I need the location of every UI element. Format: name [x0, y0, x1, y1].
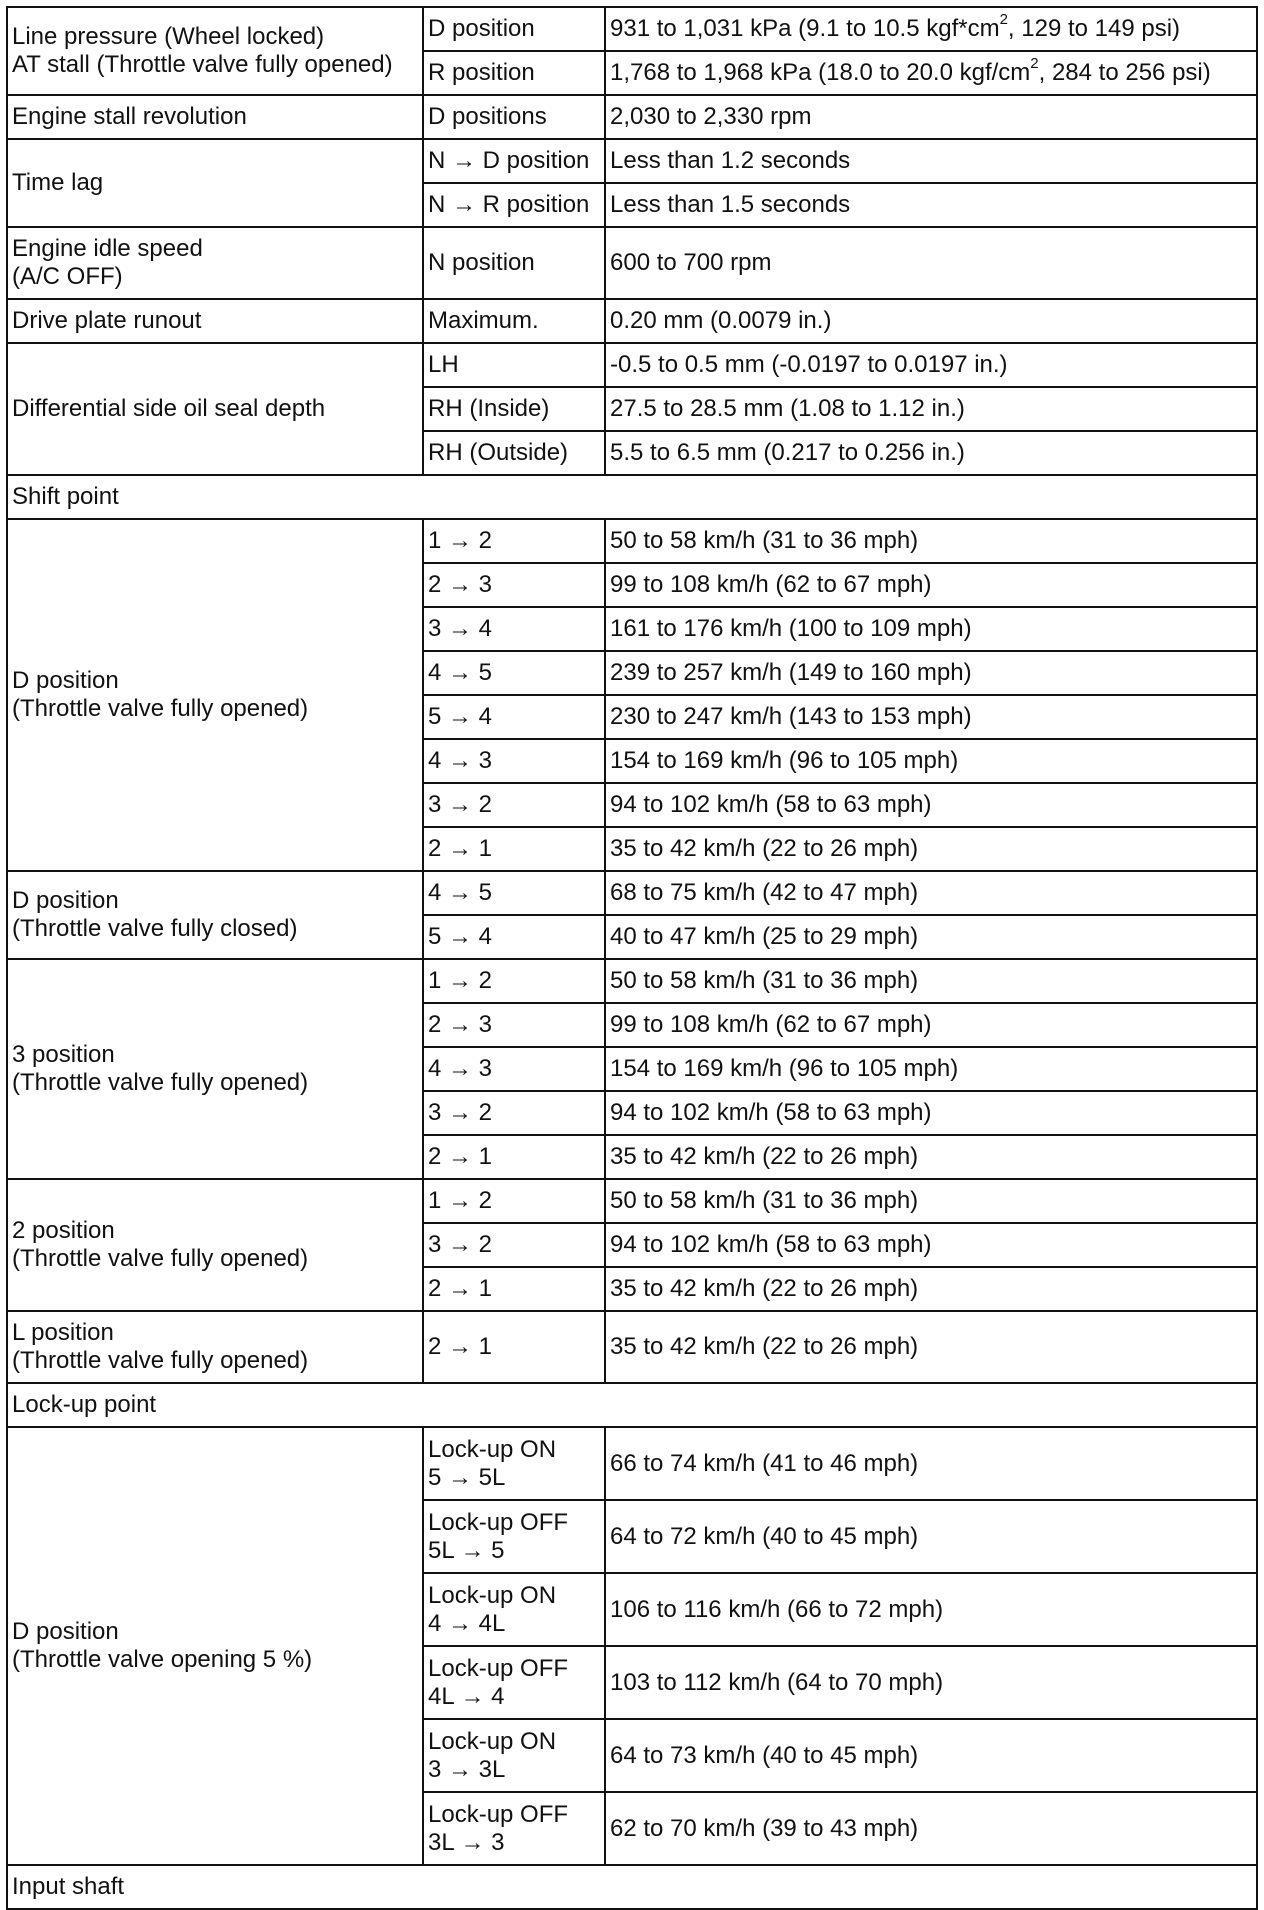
- value-cell: 35 to 42 km/h (22 to 26 mph): [605, 1135, 1257, 1179]
- value-cell: -0.5 to 0.5 mm (-0.0197 to 0.0197 in.): [605, 343, 1257, 387]
- condition-cell: N → D position: [423, 139, 605, 183]
- condition-cell: 4 → 5: [423, 651, 605, 695]
- value-cell: 5.5 to 6.5 mm (0.217 to 0.256 in.): [605, 431, 1257, 475]
- table-row: [7, 959, 1257, 1003]
- condition-line: 5L → 5: [428, 1536, 505, 1564]
- value-cell: 2,030 to 2,330 rpm: [605, 95, 1257, 139]
- condition-cell: 2 → 3: [423, 1003, 605, 1047]
- condition-cell: 2 → 3: [423, 563, 605, 607]
- value-cell: 106 to 116 km/h (66 to 72 mph): [605, 1573, 1257, 1646]
- value-cell: 62 to 70 km/h (39 to 43 mph): [605, 1792, 1257, 1865]
- condition-cell: [423, 1573, 605, 1646]
- section-heading: Input shaft: [7, 1865, 1257, 1909]
- item-cell: [7, 1311, 423, 1383]
- spec-table: [6, 6, 1258, 1910]
- item-cell: [7, 519, 423, 871]
- section-heading-row: [7, 1383, 1257, 1427]
- condition-cell: 4 → 5: [423, 871, 605, 915]
- condition-cell: 3 → 2: [423, 1091, 605, 1135]
- condition-cell: 2 → 1: [423, 827, 605, 871]
- value-cell: 94 to 102 km/h (58 to 63 mph): [605, 1223, 1257, 1267]
- table-row: [7, 95, 1257, 139]
- condition-cell: D positions: [423, 95, 605, 139]
- condition-line: 4L → 4: [428, 1682, 505, 1710]
- value-cell: 0.20 mm (0.0079 in.): [605, 299, 1257, 343]
- value-cell: 27.5 to 28.5 mm (1.08 to 1.12 in.): [605, 387, 1257, 431]
- value-cell: 64 to 72 km/h (40 to 45 mph): [605, 1500, 1257, 1573]
- item-line: (Throttle valve opening 5 %): [12, 1646, 313, 1673]
- condition-cell: LH: [423, 343, 605, 387]
- table-row: [7, 519, 1257, 563]
- item-line: Line pressure (Wheel locked): [12, 23, 325, 50]
- condition-cell: 2 → 1: [423, 1311, 605, 1383]
- condition-cell: 2 → 1: [423, 1267, 605, 1311]
- value-cell: 239 to 257 km/h (149 to 160 mph): [605, 651, 1257, 695]
- value-cell: 600 to 700 rpm: [605, 227, 1257, 299]
- value-cell: Less than 1.5 seconds: [605, 183, 1257, 227]
- condition-line: 5 → 5L: [428, 1463, 506, 1491]
- table-row: [7, 1179, 1257, 1223]
- superscript: 2: [1030, 55, 1039, 72]
- item-line: 2 position: [12, 1217, 115, 1244]
- value-cell: 94 to 102 km/h (58 to 63 mph): [605, 1091, 1257, 1135]
- condition-cell: RH (Inside): [423, 387, 605, 431]
- condition-cell: N position: [423, 227, 605, 299]
- condition-cell: [423, 1500, 605, 1573]
- value-cell: 35 to 42 km/h (22 to 26 mph): [605, 827, 1257, 871]
- condition-cell: 1 → 2: [423, 1179, 605, 1223]
- condition-cell: 3 → 2: [423, 1223, 605, 1267]
- condition-cell: 5 → 4: [423, 915, 605, 959]
- item-line: (Throttle valve fully closed): [12, 915, 298, 942]
- item-cell: [7, 959, 423, 1179]
- item-line: (Throttle valve fully opened): [12, 1245, 309, 1272]
- value-cell: [605, 7, 1257, 51]
- value-cell: 50 to 58 km/h (31 to 36 mph): [605, 519, 1257, 563]
- condition-cell: 4 → 3: [423, 1047, 605, 1091]
- item-line: (Throttle valve fully opened): [12, 695, 309, 722]
- item-line: D position: [12, 667, 119, 694]
- table-row: [7, 299, 1257, 343]
- condition-line: 4 → 4L: [428, 1609, 506, 1637]
- value-cell: 66 to 74 km/h (41 to 46 mph): [605, 1427, 1257, 1500]
- table-row: [7, 871, 1257, 915]
- table-row: [7, 343, 1257, 387]
- section-heading-row: [7, 1865, 1257, 1909]
- value-cell: [605, 51, 1257, 95]
- item-cell: Drive plate runout: [7, 299, 423, 343]
- section-heading: Shift point: [7, 475, 1257, 519]
- value-cell: 35 to 42 km/h (22 to 26 mph): [605, 1267, 1257, 1311]
- condition-cell: 3 → 4: [423, 607, 605, 651]
- condition-cell: D position: [423, 7, 605, 51]
- section-heading: Lock-up point: [7, 1383, 1257, 1427]
- value-cell: 35 to 42 km/h (22 to 26 mph): [605, 1311, 1257, 1383]
- value-text: , 129 to 149 psi): [1007, 15, 1181, 42]
- condition-cell: 5 → 4: [423, 695, 605, 739]
- condition-line: Lock-up ON: [428, 1435, 557, 1463]
- table-row: [7, 7, 1257, 51]
- value-cell: 64 to 73 km/h (40 to 45 mph): [605, 1719, 1257, 1792]
- value-cell: 99 to 108 km/h (62 to 67 mph): [605, 563, 1257, 607]
- condition-line: Lock-up ON: [428, 1727, 557, 1755]
- value-text: 1,768 to 1,968 kPa (18.0 to 20.0 kgf/cm: [610, 59, 1031, 86]
- value-cell: 154 to 169 km/h (96 to 105 mph): [605, 739, 1257, 783]
- value-cell: 50 to 58 km/h (31 to 36 mph): [605, 1179, 1257, 1223]
- superscript: 2: [999, 11, 1008, 28]
- value-cell: 99 to 108 km/h (62 to 67 mph): [605, 1003, 1257, 1047]
- condition-cell: N → R position: [423, 183, 605, 227]
- table-row: [7, 139, 1257, 183]
- condition-line: 3L → 3: [428, 1828, 505, 1856]
- condition-line: 3 → 3L: [428, 1755, 506, 1783]
- item-line: AT stall (Throttle valve fully opened): [12, 51, 393, 78]
- item-line: Engine idle speed: [12, 235, 203, 262]
- value-cell: 40 to 47 km/h (25 to 29 mph): [605, 915, 1257, 959]
- condition-line: Lock-up ON: [428, 1581, 557, 1609]
- item-cell: Engine stall revolution: [7, 95, 423, 139]
- condition-cell: 4 → 3: [423, 739, 605, 783]
- item-cell: [7, 227, 423, 299]
- value-cell: 94 to 102 km/h (58 to 63 mph): [605, 783, 1257, 827]
- condition-cell: [423, 1427, 605, 1500]
- item-line: D position: [12, 887, 119, 914]
- condition-cell: 1 → 2: [423, 959, 605, 1003]
- value-cell: 154 to 169 km/h (96 to 105 mph): [605, 1047, 1257, 1091]
- value-cell: 103 to 112 km/h (64 to 70 mph): [605, 1646, 1257, 1719]
- item-cell: [7, 871, 423, 959]
- condition-cell: 1 → 2: [423, 519, 605, 563]
- table-row: [7, 1427, 1257, 1500]
- value-text: 931 to 1,031 kPa (9.1 to 10.5 kgf*cm: [610, 15, 1000, 42]
- condition-cell: RH (Outside): [423, 431, 605, 475]
- item-line: 3 position: [12, 1041, 115, 1068]
- item-line: L position: [12, 1319, 114, 1346]
- value-cell: 68 to 75 km/h (42 to 47 mph): [605, 871, 1257, 915]
- value-cell: Less than 1.2 seconds: [605, 139, 1257, 183]
- condition-cell: [423, 1646, 605, 1719]
- item-cell: [7, 1179, 423, 1311]
- condition-line: Lock-up OFF: [428, 1508, 569, 1536]
- value-cell: 161 to 176 km/h (100 to 109 mph): [605, 607, 1257, 651]
- item-line: (Throttle valve fully opened): [12, 1347, 309, 1374]
- condition-line: Lock-up OFF: [428, 1654, 569, 1682]
- condition-cell: [423, 1719, 605, 1792]
- value-text: , 284 to 256 psi): [1038, 59, 1211, 86]
- table-row: [7, 1311, 1257, 1383]
- condition-line: Lock-up OFF: [428, 1800, 569, 1828]
- item-cell: Differential side oil seal depth: [7, 343, 423, 475]
- table-row: [7, 227, 1257, 299]
- item-cell: Time lag: [7, 139, 423, 227]
- condition-cell: 2 → 1: [423, 1135, 605, 1179]
- condition-cell: [423, 1792, 605, 1865]
- section-heading-row: [7, 475, 1257, 519]
- item-cell: [7, 1427, 423, 1865]
- item-line: (Throttle valve fully opened): [12, 1069, 309, 1096]
- condition-cell: R position: [423, 51, 605, 95]
- value-cell: 230 to 247 km/h (143 to 153 mph): [605, 695, 1257, 739]
- condition-cell: Maximum.: [423, 299, 605, 343]
- item-line: D position: [12, 1618, 119, 1645]
- value-cell: 50 to 58 km/h (31 to 36 mph): [605, 959, 1257, 1003]
- item-line: (A/C OFF): [12, 263, 123, 290]
- condition-cell: 3 → 2: [423, 783, 605, 827]
- line-pressure-item: [7, 7, 423, 95]
